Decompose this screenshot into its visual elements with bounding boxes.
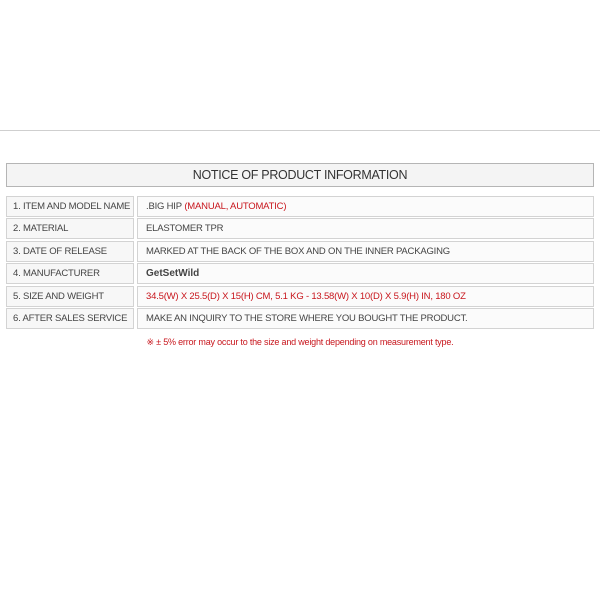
item-model-variants: (MANUAL, AUTOMATIC) (184, 201, 287, 212)
row-label: 5. SIZE AND WEIGHT (6, 286, 134, 307)
table-row-item-model (6, 196, 594, 218)
row-label: 3. DATE OF RELEASE (6, 241, 134, 262)
row-value: MARKED AT THE BACK OF THE BOX AND ON THE INNER PACKAGING (137, 241, 594, 262)
table-row-material (6, 218, 594, 240)
measurement-note: ※ ± 5% error may occur to the size and weight depending on measurement type. (146, 337, 454, 347)
row-value: MAKE AN INQUIRY TO THE STORE WHERE YOU BOUGHT THE PRODUCT. (137, 308, 594, 329)
table-row-size-weight (6, 286, 594, 308)
row-label: 1. ITEM AND MODEL NAME (6, 196, 134, 217)
row-value: GetSetWild (137, 263, 594, 284)
row-label: 6. AFTER SALES SERVICE (6, 308, 134, 329)
row-label: 4. MANUFACTURER (6, 263, 134, 284)
product-info-table (6, 196, 594, 330)
notice-title: NOTICE OF PRODUCT INFORMATION (6, 163, 594, 187)
row-label: 2. MATERIAL (6, 218, 134, 239)
row-value (137, 196, 594, 217)
table-row-date-of-release (6, 241, 594, 263)
top-divider (0, 130, 600, 131)
row-value: 34.5(W) X 25.5(D) X 15(H) CM, 5.1 KG - 13.58(W) X 10(D) X 5.9(H) IN, 180 OZ (137, 286, 594, 307)
table-row-after-sales (6, 308, 594, 330)
table-row-manufacturer (6, 263, 594, 285)
item-model-name: .BIG HIP (146, 201, 182, 212)
row-value: ELASTOMER TPR (137, 218, 594, 239)
